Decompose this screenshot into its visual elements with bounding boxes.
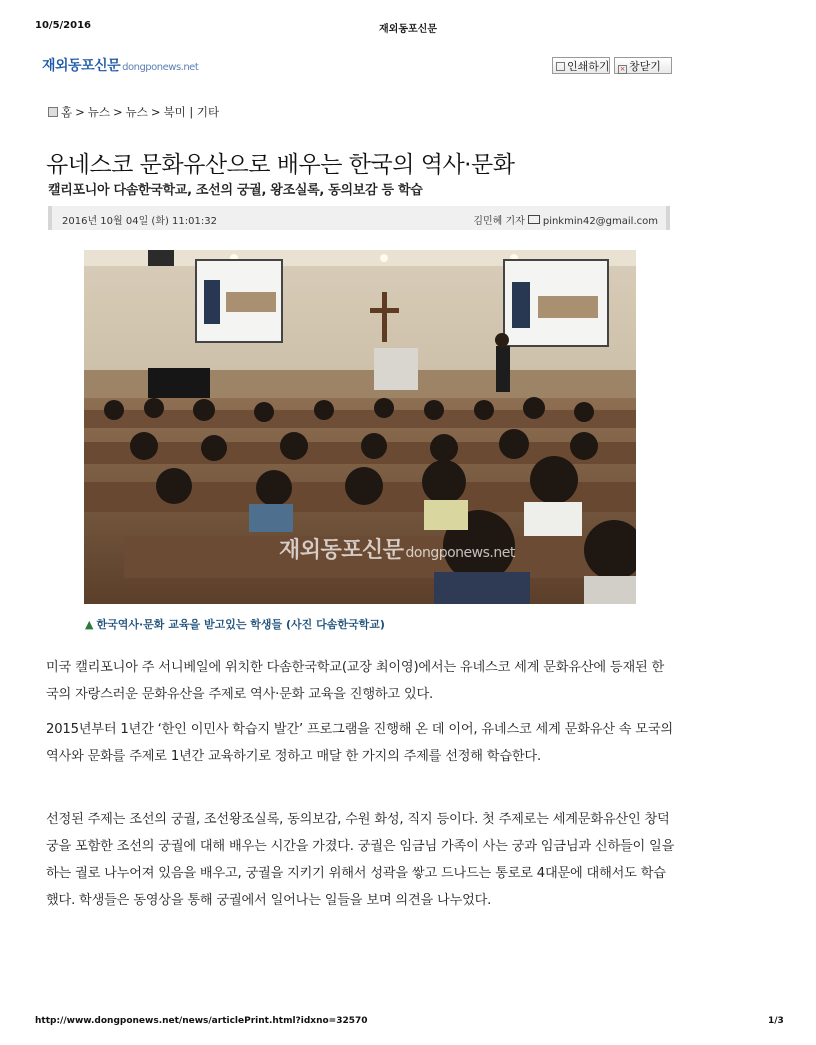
logo-text: 재외동포신문 — [42, 58, 121, 74]
print-title: 재외동포신문 — [379, 24, 437, 35]
photo-caption — [85, 616, 385, 632]
mail-icon[interactable] — [528, 215, 540, 224]
article-author: 김민혜 기자 — [473, 216, 525, 227]
breadcrumb-separator: > — [112, 105, 123, 119]
watermark-domain: dongponews.net — [405, 545, 515, 561]
close-button[interactable] — [614, 57, 672, 74]
article-photo — [84, 250, 636, 604]
article-byline — [473, 212, 658, 227]
print-button-label: 인쇄하기 — [567, 60, 610, 73]
watermark-text: 재외동포신문 — [279, 538, 404, 563]
print-header — [0, 0, 816, 34]
article-email[interactable]: pinkmin42@gmail.com — [542, 216, 658, 227]
article-meta-bar — [48, 206, 670, 230]
print-footer-page: 1/3 — [768, 1016, 784, 1026]
article-subhead: 캘리포니아 다솜한국학교, 조선의 궁궐, 왕조실록, 동의보감 등 학습 — [48, 183, 423, 198]
breadcrumb-item[interactable]: 뉴스 — [87, 105, 110, 119]
logo-domain: dongponews.net — [122, 62, 199, 73]
caption-text: 한국역사·문화 교육을 받고있는 학생들 (사진 다솜한국학교) — [96, 618, 385, 631]
breadcrumb-separator: > — [75, 105, 85, 119]
close-icon: × — [619, 65, 626, 73]
breadcrumb-item[interactable]: 홈 — [61, 105, 73, 119]
article-date: 2016년 10월 04일 (화) 11:01:32 — [62, 216, 217, 227]
article-paragraph: 선정된 주제는 조선의 궁궐, 조선왕조실록, 동의보감, 수원 화성, 직지 등이다. 첫 주제로는 세계문화유산인 창덕궁을 포함한 조선의 궁궐에 대해 배우는 시간을 가졌다. 궁궐은 임금님 가족이 사는 궁과 임금님과 신하들이 일을 하는 궐로 나누어져 있음을 배우고, 궁궐을 지키기 위해서 성곽을 쌓고 드나드는 통로로 4대문에 대해서도 학습했다. 학생들은 동영상을 통해 궁궐에서 일어나는 일들을 보며 의견을 나누었다. — [46, 812, 675, 908]
print-date: 10/5/2016 — [35, 20, 92, 31]
printer-icon — [556, 62, 565, 71]
print-button[interactable] — [552, 57, 610, 74]
article-paragraph: 미국 캘리포니아 주 서니베일에 위치한 다솜한국학교(교장 최이영)에서는 유네스코 세계 문화유산에 등재된 한국의 자랑스러운 문화유산을 주제로 역사·문화 교육을 진행하고 있다. — [46, 660, 665, 702]
print-footer-url: http://www.dongponews.net/news/articlePrint.html?idxno=32570 — [35, 1016, 368, 1026]
triangle-up-icon: ▲ — [85, 618, 94, 631]
close-button-label: 창닫기 — [629, 60, 661, 73]
article-paragraph: 2015년부터 1년간 ‘한인 이민사 학습지 발간’ 프로그램을 진행해 온 데 이어, 유네스코 세계 문화유산 속 모국의 역사와 문화를 주제로 1년간 교육하기로 정하고 매달 한 가지의 주제를 선정해 학습한다. — [46, 722, 673, 764]
breadcrumb-item[interactable]: 뉴스 — [125, 105, 148, 119]
breadcrumb — [48, 104, 219, 120]
home-icon — [48, 107, 58, 117]
site-logo[interactable] — [42, 55, 198, 75]
breadcrumb-separator: > — [150, 105, 161, 119]
article-headline: 유네스코 문화유산으로 배우는 한국의 역사·문화 — [46, 152, 515, 178]
photo-watermark — [279, 533, 515, 564]
breadcrumb-item[interactable]: 북미 | 기타 — [163, 105, 220, 119]
